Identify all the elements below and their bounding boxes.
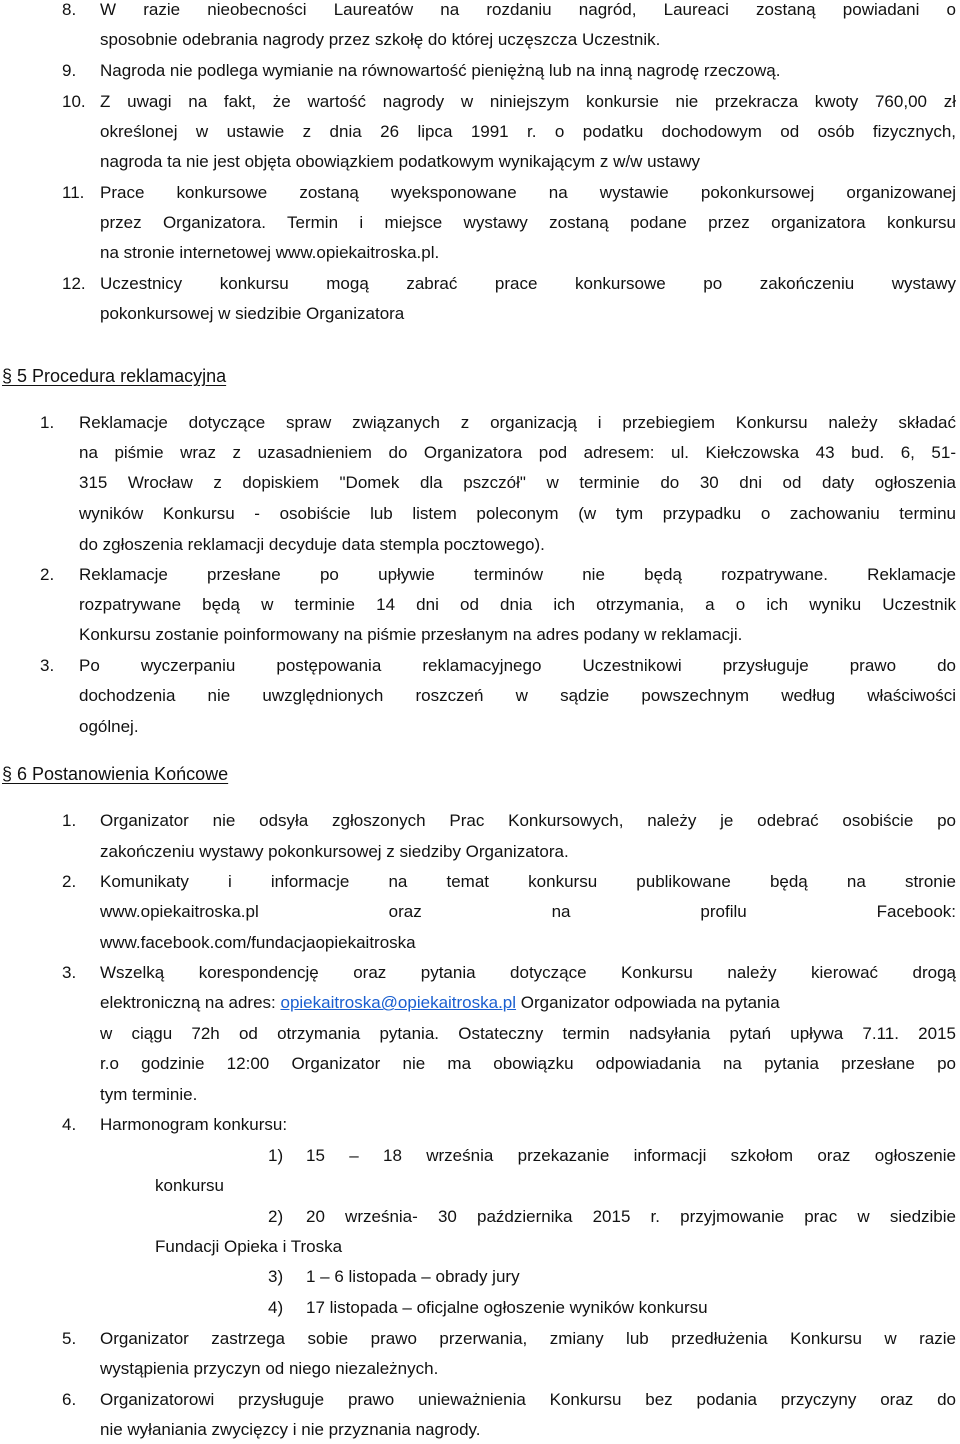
item-text: www.facebook.com/fundacjaopiekaitroska — [100, 933, 416, 952]
item-text: na piśmie wraz z uzasadnieniem do Organizatora pod adresem: ul. Kiełczowska 43 bud. 6, 51- — [79, 443, 956, 462]
item-text: Uczestnicy konkursu mogą zabrać prace konkursowe po zakończeniu wystawy — [100, 274, 956, 293]
item-text: pokonkursowej w siedzibie Organizatora — [100, 304, 405, 323]
item-number: 12. — [62, 274, 86, 293]
item-number: 6. — [62, 1390, 77, 1409]
item-text: na stronie internetowej www.opiekaitroska.pl. — [100, 243, 440, 262]
item-text: r.o godzinie 12:00 Organizator nie ma obowiązku odpowiadania na pytania przesłane po — [100, 1054, 956, 1073]
item-number: 1. — [40, 413, 55, 432]
schedule-text: Fundacji Opieka i Troska — [155, 1237, 343, 1256]
item-text: Komunikaty i informacje na temat konkursu publikowane będą na stronie — [100, 872, 956, 891]
item-text: W razie nieobecności Laureatów na rozdaniu nagród, Laureaci zostaną powiadani o — [100, 0, 956, 19]
email-link[interactable]: opiekaitroska@opiekaitroska.pl — [280, 993, 517, 1012]
item-number: 2. — [62, 872, 77, 891]
schedule-number: 1) — [268, 1146, 284, 1165]
schedule-text: 20 września- 30 października 2015 r. przyjmowanie prac w siedzibie — [306, 1207, 956, 1226]
section-heading-5: § 5 Procedura reklamacyjna — [2, 366, 227, 386]
item-text: Harmonogram konkursu: — [100, 1115, 288, 1134]
schedule-number: 2) — [268, 1207, 284, 1226]
item-text: Z uwagi na fakt, że wartość nagrody w niniejszym konkursie nie przekracza kwoty 760,00 zł — [100, 92, 956, 111]
item-number: 5. — [62, 1329, 77, 1348]
item-text: do zgłoszenia reklamacji decyduje data stempla pocztowego). — [79, 535, 545, 554]
schedule-number: 4) — [268, 1298, 284, 1317]
item-text: sposobnie odebrania nagrody przez szkołę do której uczęszcza Uczestnik. — [100, 30, 661, 49]
schedule-text: 17 listopada – oficjalne ogłoszenie wyników konkursu — [306, 1298, 708, 1317]
item-text: Organizator zastrzega sobie prawo przerwania, zmiany lub przedłużenia Konkursu w razie — [100, 1329, 956, 1348]
item-text: Po wyczerpaniu postępowania reklamacyjnego Uczestnikowi przysługuje prawo do — [79, 656, 956, 675]
schedule-text: 15 – 18 września przekazanie informacji szkołom oraz ogłoszenie — [306, 1146, 956, 1165]
item-number: 11. — [62, 183, 85, 202]
item-text: wyników Konkursu - osobiście lub listem poleconym (w tym przypadku o zachowaniu terminu — [79, 504, 956, 523]
item-text: określonej w ustawie z dnia 26 lipca 1991 r. o podatku dochodowym od osób fizycznych, — [100, 122, 956, 141]
item-text: 315 Wrocław z dopiskiem "Domek dla pszczół" w terminie do 30 dni od daty ogłoszenia — [79, 473, 956, 492]
item-text: Organizator odpowiada na pytania — [516, 993, 780, 1012]
item-number: 8. — [62, 0, 77, 19]
item-text: elektroniczną na adres: — [100, 993, 281, 1012]
item-text: tym terminie. — [100, 1085, 198, 1104]
item-text: w ciągu 72h od otrzymania pytania. Ostateczny termin nadsyłania pytań upływa 7.11. 2015 — [100, 1024, 956, 1043]
item-number: 3. — [40, 656, 55, 675]
item-text: nagroda ta nie jest objęta obowiązkiem podatkowym wynikającym z w/w ustawy — [100, 152, 700, 171]
item-text: zakończeniu wystawy pokonkursowej z siedziby Organizatora. — [100, 842, 569, 861]
item-text: www.opiekaitroska.pl oraz na profilu Facebook: — [100, 902, 956, 921]
item-number: 3. — [62, 963, 77, 982]
schedule-number: 3) — [268, 1267, 284, 1286]
item-number: 4. — [62, 1115, 77, 1134]
item-text: Reklamacje przesłane po upływie terminów nie będą rozpatrywane. Reklamacje — [79, 565, 956, 584]
item-text-with-link — [100, 993, 780, 1013]
item-text: Prace konkursowe zostaną wyeksponowane na wystawie pokonkursowej organizowanej — [100, 183, 956, 202]
item-text: przez Organizatora. Termin i miejsce wystawy zostaną podane przez organizatora konkursu — [100, 213, 956, 232]
item-text: Reklamacje dotyczące spraw związanych z organizacją i przebiegiem Konkursu należy składać — [79, 413, 956, 432]
item-text: Konkursu zostanie poinformowany na piśmie przesłanym na adres podany w reklamacji. — [79, 625, 743, 644]
schedule-text: konkursu — [155, 1176, 224, 1195]
item-number: 9. — [62, 61, 77, 80]
item-text: Nagroda nie podlega wymianie na równowartość pieniężną lub na inną nagrodę rzeczową. — [100, 61, 781, 80]
schedule-text: 1 – 6 listopada – obrady jury — [306, 1267, 520, 1286]
item-text: rozpatrywane będą w terminie 14 dni od dnia ich otrzymania, a o ich wyniku Uczestnik — [79, 595, 956, 614]
item-text: ogólnej. — [79, 717, 139, 736]
item-text: wystąpienia przyczyn od niego niezależnych. — [100, 1359, 439, 1378]
item-text: Wszelką korespondencję oraz pytania dotyczące Konkursu należy kierować drogą — [100, 963, 956, 982]
item-text: Organizatorowi przysługuje prawo unieważnienia Konkursu bez podania przyczyny oraz do — [100, 1390, 956, 1409]
item-text: Organizator nie odsyła zgłoszonych Prac Konkursowych, należy je odebrać osobiście po — [100, 811, 956, 830]
item-number: 10. — [62, 92, 86, 111]
item-text: dochodzenia nie uwzględnionych roszczeń w sądzie powszechnym według właściwości — [79, 686, 956, 705]
section-heading-6: § 6 Postanowienia Końcowe — [2, 764, 229, 784]
item-text: nie wyłaniania zwycięzcy i nie przyznania nagrody. — [100, 1420, 481, 1439]
item-number: 2. — [40, 565, 55, 584]
item-number: 1. — [62, 811, 77, 830]
